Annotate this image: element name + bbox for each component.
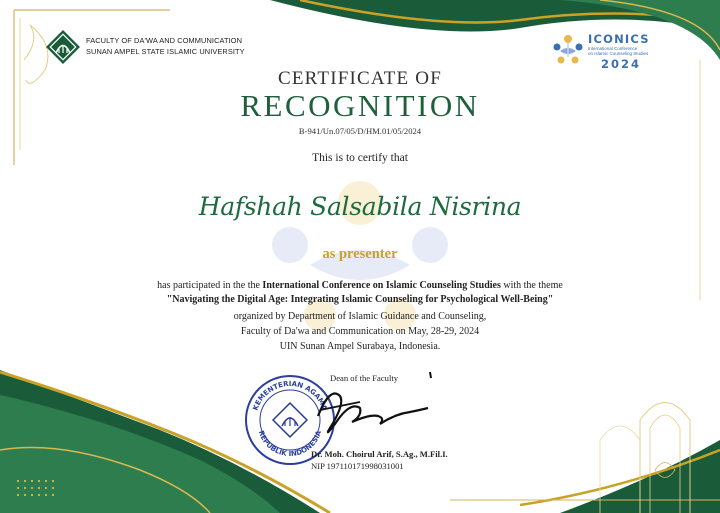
stamp-text-top: KEMENTERIAN AGAMA — [251, 379, 329, 412]
iconics-name: ICONICS — [588, 32, 650, 46]
conference-theme: "Navigating the Digital Age: Integrating Islamic Counseling for Psychological Well-Being" — [166, 294, 554, 305]
body-line-3: organized by Department of Islamic Guidance and Counseling, — [233, 311, 487, 322]
body-line-1-suffix: with the theme — [500, 280, 563, 291]
reference-number: B-941/Un.07/05/D/HM.01/05/2024 — [298, 126, 422, 136]
certify-text: This is to certify that — [312, 152, 408, 164]
recipient-name: Hafshah Salsabila Nisrina — [198, 192, 522, 221]
signer-position: Dean of the Faculty — [330, 373, 399, 383]
certificate-title-line2: RECOGNITION — [240, 88, 480, 123]
body-line-1 — [0, 280, 720, 291]
body-line-5: UIN Sunan Ampel Surabaya, Indonesia. — [279, 341, 441, 352]
faculty-name: FACULTY OF DA'WA AND COMMUNICATION — [86, 36, 243, 45]
iconics-year: 2024 — [601, 57, 642, 71]
conference-name: International Conference on Islamic Counseling Studies — [262, 280, 501, 291]
iconics-subtitle-2: on Islamic Counseling Studies — [588, 51, 649, 56]
university-logo — [44, 28, 82, 66]
iconics-subtitle-1: International Conference — [588, 46, 638, 51]
signer-nip: NIP 197110171998031001 — [311, 461, 404, 471]
certificate-title-line1: CERTIFICATE OF — [278, 68, 442, 89]
iconics-logo-icon — [551, 33, 585, 67]
recipient-role: as presenter — [322, 246, 398, 262]
body-line-1-prefix: has participated in the the — [157, 280, 263, 291]
signer-name: Dr. Moh. Choirul Arif, S.Ag., M.Fil.I. — [311, 449, 448, 459]
body-line-4: Faculty of Da'wa and Communication on May, 28-29, 2024 — [240, 326, 480, 337]
stamp-text-bottom: REPUBLIK INDONESIA — [256, 429, 324, 459]
university-name: SUNAN AMPEL STATE ISLAMIC UNIVERSITY — [86, 47, 245, 56]
